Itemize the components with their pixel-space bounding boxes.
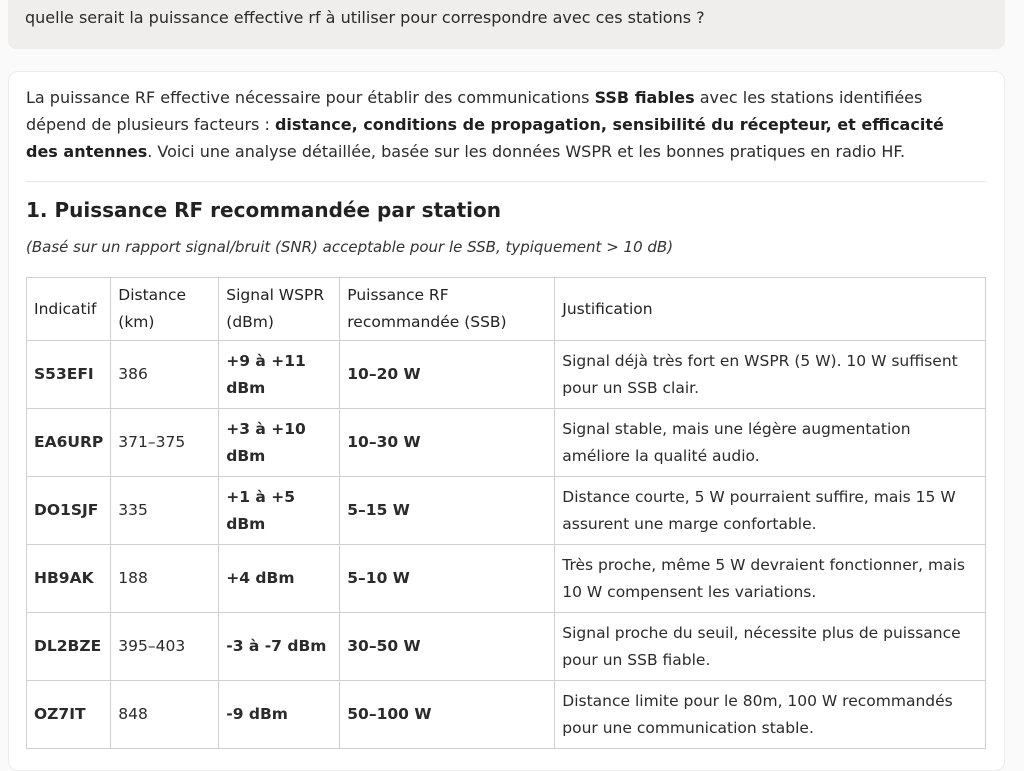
user-message-bubble <box>8 0 1005 49</box>
cell-justification: Très proche, même 5 W devraient fonctionner, mais 10 W compensent les variations. <box>555 545 986 613</box>
cell-power: 10–20 W <box>340 341 555 409</box>
power-table <box>26 277 986 749</box>
table-row <box>27 477 986 545</box>
divider <box>26 181 986 182</box>
assistant-answer <box>8 71 1005 771</box>
cell-distance: 386 <box>111 341 219 409</box>
cell-justification: Distance limite pour le 80m, 100 W recommandés pour une communication stable. <box>555 681 986 749</box>
cell-justification: Signal déjà très fort en WSPR (5 W). 10 W suffisent pour un SSB clair. <box>555 341 986 409</box>
header-signal: Signal WSPR (dBm) <box>219 278 340 341</box>
cell-distance: 188 <box>111 545 219 613</box>
cell-callsign: S53EFI <box>27 341 111 409</box>
cell-distance: 395–403 <box>111 613 219 681</box>
cell-power: 5–10 W <box>340 545 555 613</box>
cell-signal: +3 à +10 dBm <box>219 409 340 477</box>
section-heading: 1. Puissance RF recommandée par station <box>26 198 502 222</box>
cell-power: 5–15 W <box>340 477 555 545</box>
user-message-text: quelle serait la puissance effective rf à utiliser pour correspondre avec ces stations ? <box>25 8 705 27</box>
intro-text-2: avec les stations identifiées dépend de plusieurs facteurs : <box>26 88 923 134</box>
table-row <box>27 613 986 681</box>
cell-callsign: OZ7IT <box>27 681 111 749</box>
cell-callsign: HB9AK <box>27 545 111 613</box>
cell-callsign: DO1SJF <box>27 477 111 545</box>
cell-signal: -9 dBm <box>219 681 340 749</box>
table-row <box>27 681 986 749</box>
cell-signal: -3 à -7 dBm <box>219 613 340 681</box>
intro-text-1: La puissance RF effective nécessaire pour établir des communications <box>26 88 595 107</box>
table-row <box>27 545 986 613</box>
table-row <box>27 341 986 409</box>
cell-power: 30–50 W <box>340 613 555 681</box>
cell-signal: +1 à +5 dBm <box>219 477 340 545</box>
header-puissance: Puissance RF recommandée (SSB) <box>340 278 555 341</box>
cell-justification: Distance courte, 5 W pourraient suffire, mais 15 W assurent une marge confortable. <box>555 477 986 545</box>
intro-text-3: . Voici une analyse détaillée, basée sur les données WSPR et les bonnes pratiques en radio HF. <box>147 142 906 161</box>
cell-signal: +9 à +11 dBm <box>219 341 340 409</box>
table-header-row <box>27 278 986 341</box>
intro-bold-1: SSB fiables <box>594 88 695 107</box>
cell-callsign: DL2BZE <box>27 613 111 681</box>
table-row <box>27 409 986 477</box>
intro-paragraph <box>26 84 976 165</box>
cell-power: 50–100 W <box>340 681 555 749</box>
cell-distance: 848 <box>111 681 219 749</box>
cell-callsign: EA6URP <box>27 409 111 477</box>
intro-bold-2: distance, conditions de propagation, sensibilité du récepteur, et efficacité des antennes <box>26 115 944 161</box>
header-distance: Distance (km) <box>111 278 219 341</box>
cell-distance: 335 <box>111 477 219 545</box>
header-justification: Justification <box>555 278 986 341</box>
header-indicatif: Indicatif <box>27 278 111 341</box>
cell-distance: 371–375 <box>111 409 219 477</box>
cell-justification: Signal proche du seuil, nécessite plus de puissance pour un SSB fiable. <box>555 613 986 681</box>
cell-power: 10–30 W <box>340 409 555 477</box>
section-note: (Basé sur un rapport signal/bruit (SNR) acceptable pour le SSB, typiquement > 10 dB) <box>26 238 674 256</box>
cell-justification: Signal stable, mais une légère augmentation améliore la qualité audio. <box>555 409 986 477</box>
cell-signal: +4 dBm <box>219 545 340 613</box>
